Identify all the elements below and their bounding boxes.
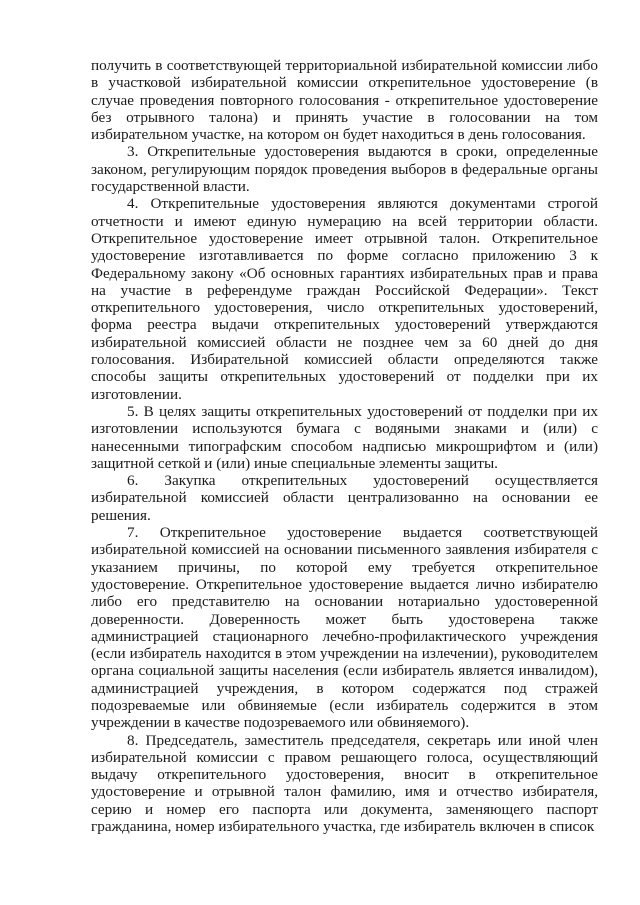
paragraph-4: 4. Открепительные удостоверения являются документами строгой отчетности и имеют единую нумерацию на всей территории области. Открепительное удостоверение имеет отрывной талон. Открепительное удостоверение изготавливается по форме согласно приложению 3 к Федеральному закону «Об основных гарантиях избирательных прав и права на участие в референдуме граждан Российской Федерации». Текст открепительного удостоверения, число открепительных удостоверений, форма реестра выдачи открепительных удостоверений утверждаются избирательной комиссией области не позднее чем за 60 дней до дня голосования. Избирательной комиссией области определяются также способы защиты открепительных удостоверений от подделки при их изготовлении. (91, 195, 598, 403)
paragraph-6: 6. Закупка открепительных удостоверений осуществляется избирательной комиссией области централизованно на основании ее решения. (91, 472, 598, 524)
paragraph-8: 8. Председатель, заместитель председателя, секретарь или иной член избирательной комиссии с правом решающего голоса, осуществляющий выдачу открепительного удостоверения, вносит в открепительное удостоверение и отрывной талон фамилию, имя и отчество избирателя, серию и номер его паспорта или документа, заменяющего паспорт гражданина, номер избирательного участка, где избиратель включен в список (91, 731, 598, 836)
paragraph-3: 3. Открепительные удостоверения выдаются в сроки, определенные законом, регулирующим порядок проведения выборов в федеральные органы государственной власти. (91, 143, 598, 196)
document-page (91, 57, 598, 835)
paragraph-5: 5. В целях защиты открепительных удостоверений от подделки при их изготовлении используются бумага с водяными знаками и (или) с нанесенными типографским способом надписью микрошрифтом и (или) защитной сеткой и (или) иные специальные элементы защиты. (91, 402, 598, 472)
paragraph-7: 7. Открепительное удостоверение выдается соответствующей избирательной комиссией на основании письменного заявления избирателя с указанием причины, по которой ему требуется открепительное удостоверение. Открепительное удостоверение выдается лично избирателю либо его представителю на основании нотариально удостоверенной доверенности. Доверенность может быть удостоверена также администрацией стационарного лечебно-профилактического учреждения (если избиратель находится в этом учреждении на излечении), руководителем органа социальной защиты населения (если избиратель является инвалидом), администрацией учреждения, в котором содержатся под стражей подозреваемые или обвиняемые (если избиратель содержится в этом учреждении в качестве подозреваемого или обвиняемого). (91, 524, 598, 732)
paragraph-continuation: получить в соответствующей территориальной избирательной комиссии либо в участковой избирательной комиссии открепительное удостоверение (в случае проведения повторного голосования - открепительное удостоверение без отрывного талона) и принять участие в голосовании на том избирательном участке, на котором он будет находиться в день голосования. (91, 57, 598, 144)
